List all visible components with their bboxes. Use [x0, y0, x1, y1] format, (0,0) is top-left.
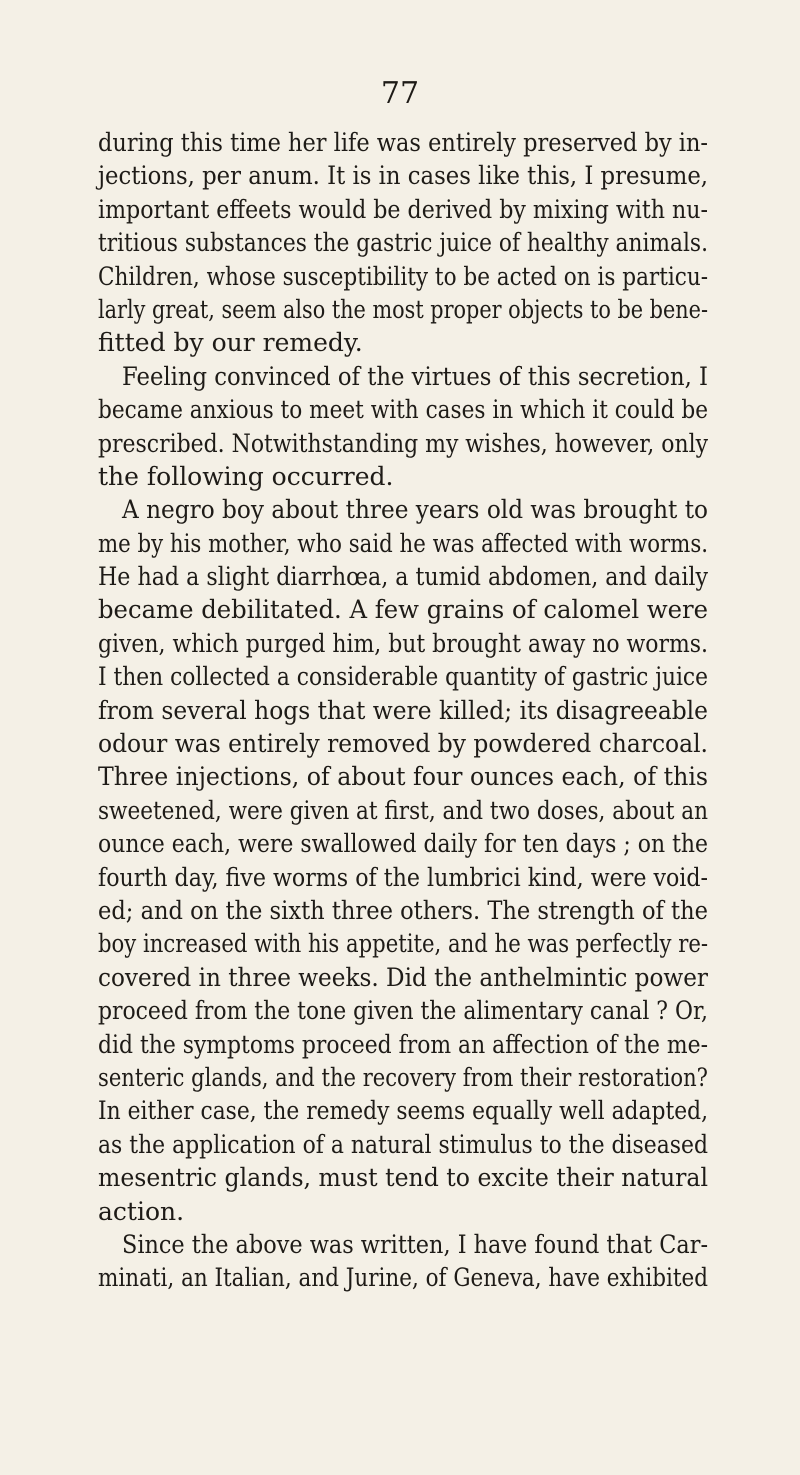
- text-line: [98, 694, 708, 727]
- text-line-content: action.: [98, 1196, 185, 1226]
- text-line: [98, 894, 708, 927]
- text-line-content: mesentric glands, must tend to excite their natural: [98, 1163, 708, 1193]
- text-line: [98, 927, 708, 960]
- text-line: [98, 193, 708, 226]
- text-line: [98, 260, 708, 293]
- text-line: [98, 427, 708, 460]
- text-line: [98, 527, 708, 560]
- text-line: [98, 126, 708, 159]
- text-line-content: A negro boy about three years old was brought to: [122, 495, 708, 525]
- page-number: 77: [380, 76, 420, 111]
- text-line-content: boy increased with his appetite, and he was perfectly re-: [98, 929, 709, 959]
- text-line-content: ed; and on the sixth three others. The strength of the: [98, 895, 708, 925]
- body-text: [98, 126, 708, 1295]
- text-line: [98, 226, 708, 259]
- text-line: [98, 1161, 708, 1194]
- text-line-content: covered in three weeks. Did the anthelmintic power: [98, 962, 708, 992]
- text-line-content: larly great, seem also the most proper objects to be bene-: [98, 294, 708, 324]
- text-line-content: from several hogs that were killed; its disagreeable: [98, 695, 708, 725]
- text-line-content: as the application of a natural stimulus to the diseased: [98, 1129, 709, 1159]
- text-line-content: sweetened, were given at first, and two doses, about an: [98, 795, 708, 825]
- text-line: [98, 293, 708, 326]
- text-line-content: became anxious to meet with cases in which it could be: [98, 395, 709, 425]
- text-line-content: Since the above was written, I have found that Car-: [122, 1229, 709, 1259]
- text-line: [98, 994, 708, 1027]
- text-line: [98, 794, 708, 827]
- text-line-content: minati, an Italian, and Jurine, of Geneva, have exhibited: [98, 1263, 709, 1293]
- text-line-content: He had a slight diarrhœa, a tumid abdomen, and daily: [98, 562, 708, 592]
- text-line: [98, 393, 708, 426]
- text-line-content: proceed from the tone given the alimentary canal ? Or,: [98, 996, 708, 1026]
- text-line-content: the following occurred.: [98, 461, 394, 491]
- text-line: [98, 1195, 708, 1228]
- text-line-content: I then collected a considerable quantity of gastric juice: [98, 662, 709, 692]
- text-line-content: did the symptoms proceed from an affection of the me-: [98, 1029, 708, 1059]
- text-line: [98, 593, 708, 626]
- text-line: [98, 159, 708, 192]
- text-line-content: became debilitated. A few grains of calomel were: [98, 595, 709, 625]
- text-line-content: me by his mother, who said he was affected with worms.: [98, 528, 709, 558]
- text-line-content: Three injections, of about four ounces each, of this: [98, 762, 709, 792]
- text-line: [98, 1061, 708, 1094]
- text-line-content: Children, whose susceptibility to be acted on is particu-: [98, 261, 709, 291]
- text-line-content: fourth day, five worms of the lumbrici kind, were void-: [98, 862, 709, 892]
- text-line: [98, 360, 708, 393]
- text-line: [98, 1028, 708, 1061]
- text-line: [98, 1128, 708, 1161]
- text-line-content: fitted by our remedy.: [98, 328, 363, 358]
- text-line: [98, 861, 708, 894]
- text-line: [98, 493, 708, 526]
- text-line: [98, 560, 708, 593]
- text-line: [98, 1261, 708, 1294]
- text-line-content: senteric glands, and the recovery from their restoration?: [98, 1062, 708, 1092]
- text-line: [98, 1228, 708, 1261]
- text-line-content: during this time her life was entirely preserved by in-: [98, 128, 709, 157]
- text-line-content: prescribed. Notwithstanding my wishes, however, only: [98, 428, 709, 458]
- text-line: [98, 1094, 708, 1127]
- text-line-content: In either case, the remedy seems equally well adapted,: [98, 1096, 709, 1126]
- text-line: [98, 727, 708, 760]
- text-line: [98, 627, 708, 660]
- text-line: [98, 326, 708, 359]
- text-line: [98, 961, 708, 994]
- text-line-content: important effeets would be derived by mixing with nu-: [98, 194, 708, 224]
- text-line: [98, 760, 708, 793]
- text-line-content: given, which purged him, but brought away no worms.: [98, 628, 708, 658]
- text-line-content: tritious substances the gastric juice of healthy animals.: [98, 228, 708, 258]
- text-line: [98, 660, 708, 693]
- text-line-content: ounce each, were swallowed daily for ten days ; on the: [98, 829, 709, 859]
- text-line-content: jections, per anum. It is in cases like this, I presume,: [98, 161, 709, 191]
- text-line-content: odour was entirely removed by powdered charcoal.: [98, 729, 708, 759]
- text-line-content: Feeling convinced of the virtues of this secretion, I: [122, 361, 709, 391]
- text-line: [98, 827, 708, 860]
- text-line: [98, 460, 708, 493]
